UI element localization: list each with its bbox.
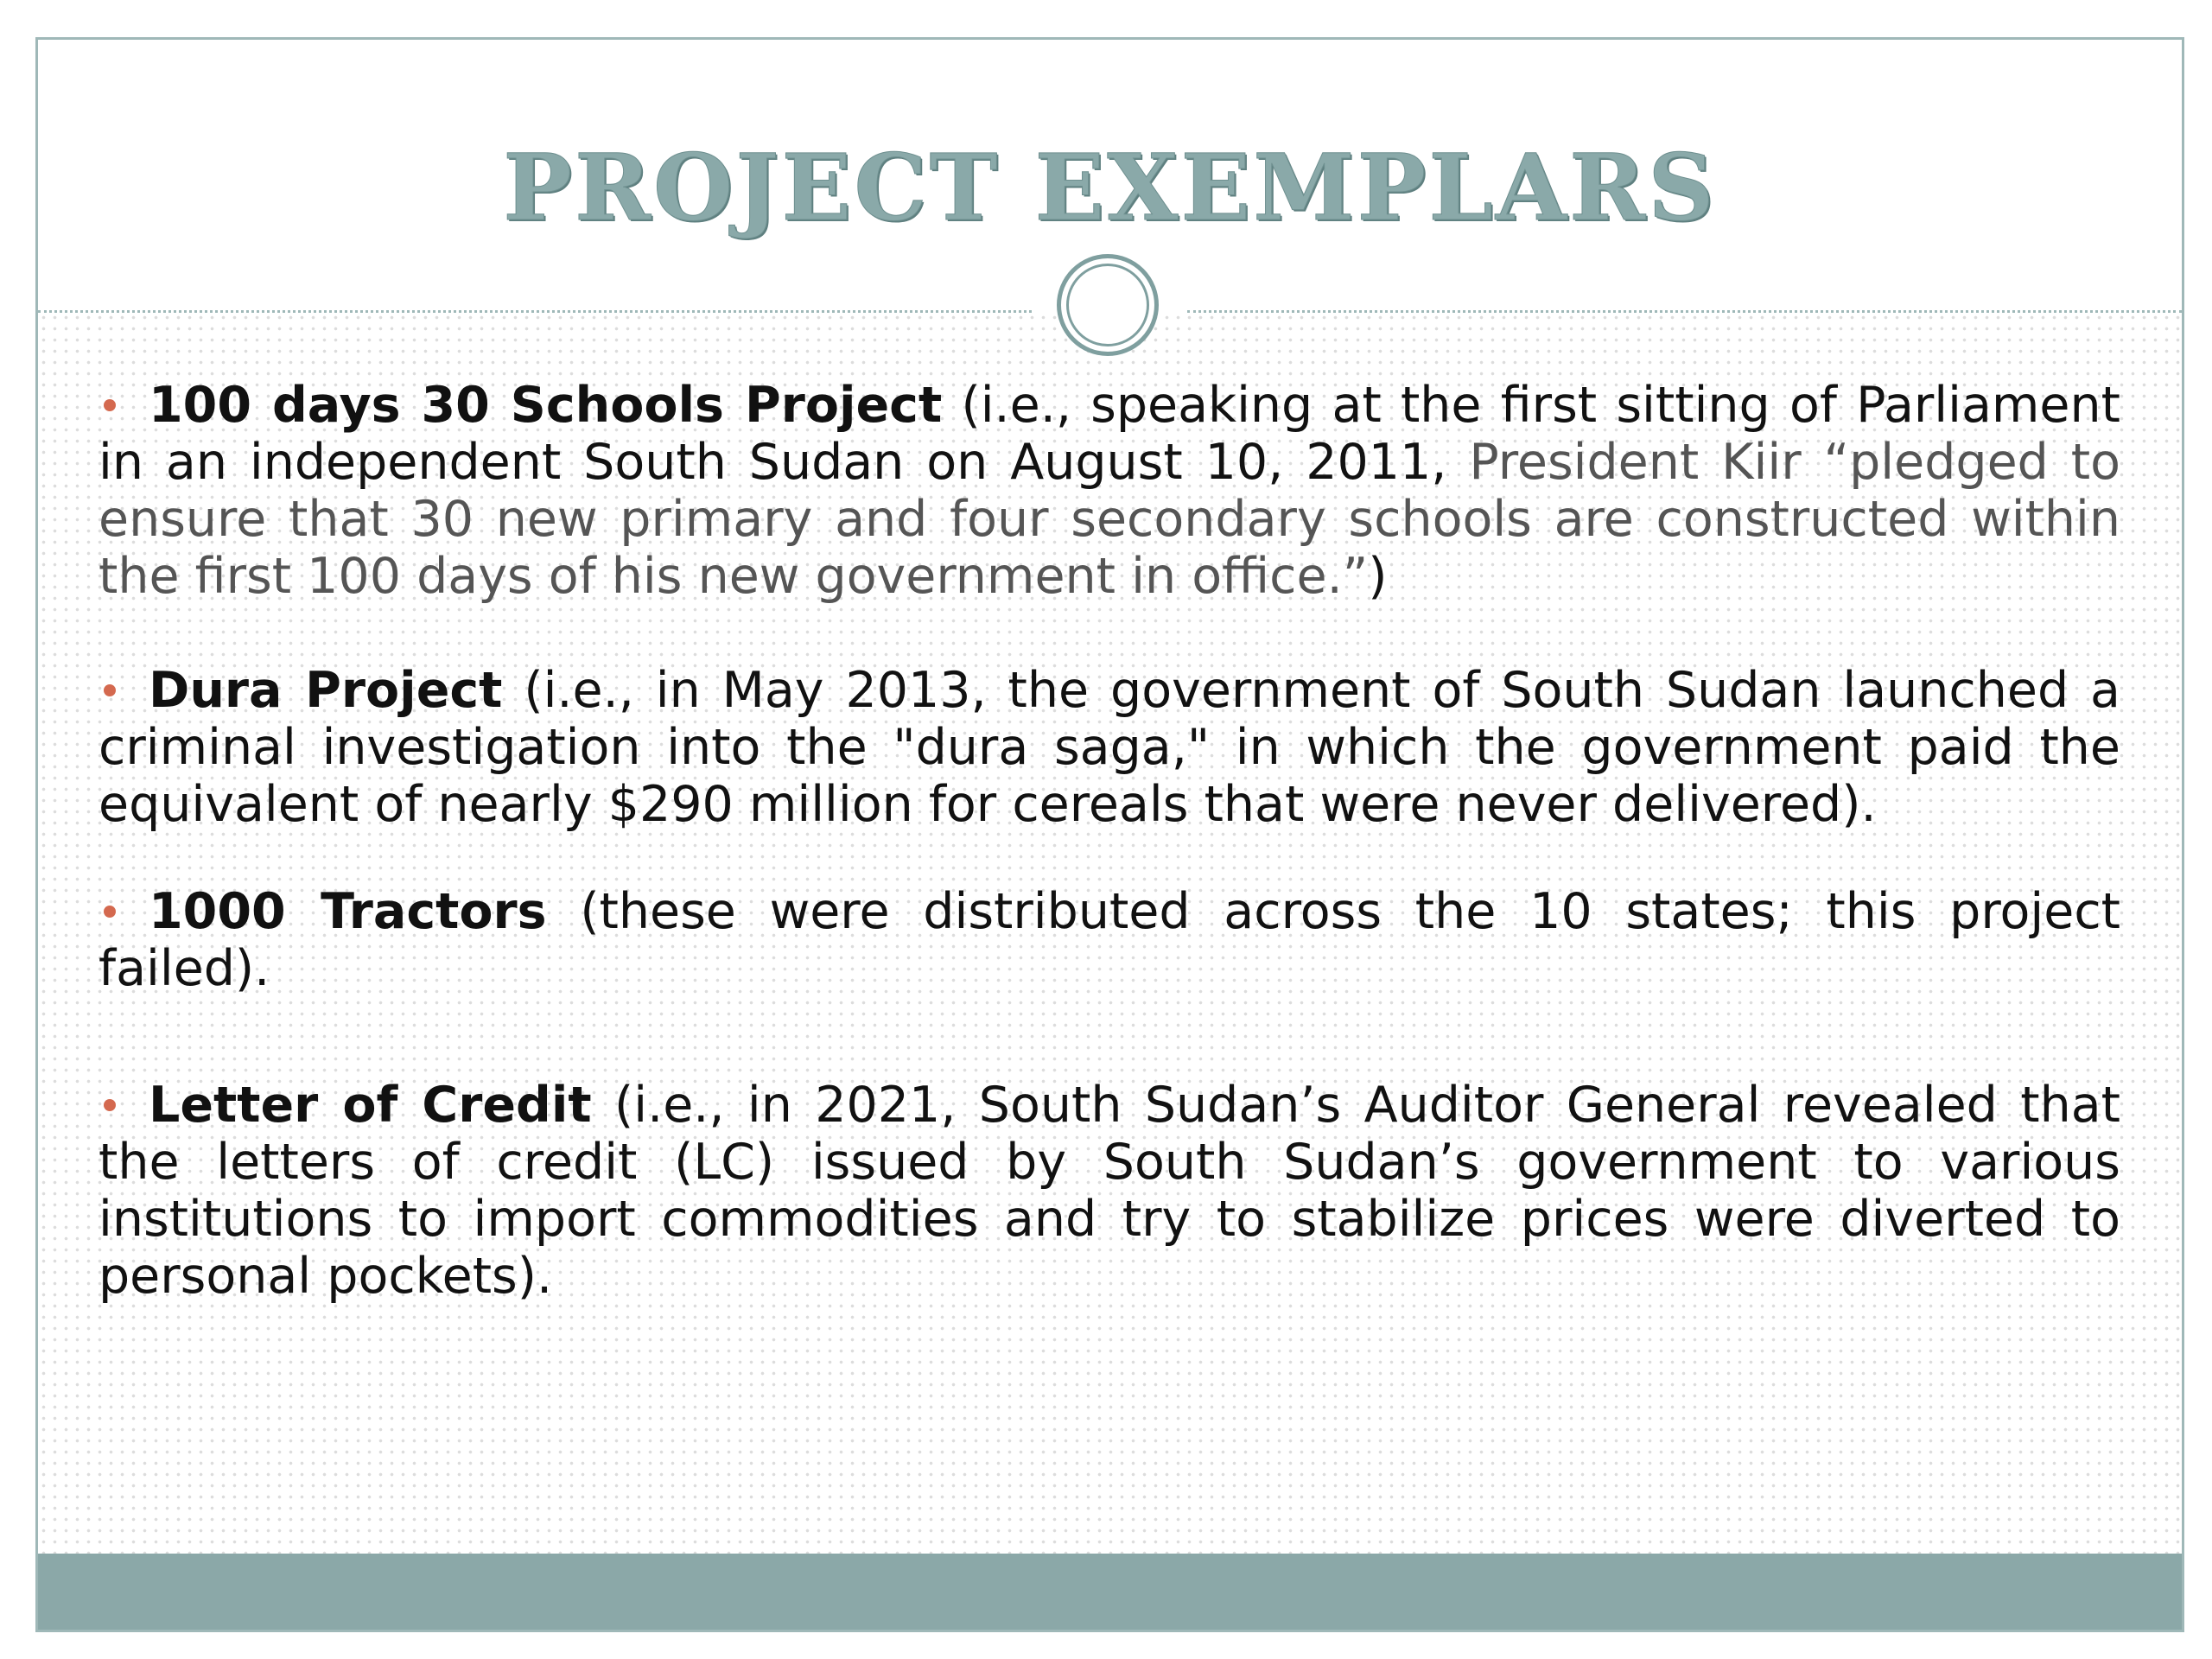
bullet-dot-icon (104, 1099, 116, 1111)
bullet-text: (i.e., in May 2013, the government of South Sudan launched a criminal investigation into the "dura saga," in which the government paid the equivalent of nearly $290 million for cereals that were never delivered). (99, 662, 2120, 833)
bullet-dot-icon (104, 399, 116, 411)
bullet-dot-icon (104, 906, 116, 918)
bullet-text: (i.e., in 2021, South Sudan’s Auditor General revealed that the letters of credit (LC) issued by South Sudan’s government to various institutions to import commodities and try to stabilize prices were diverted to personal pockets). (99, 1077, 2120, 1305)
bullet-heading: 1000 Tractors (149, 883, 547, 940)
circle-ornament-icon (1057, 254, 1159, 356)
title-divider-left (38, 310, 1032, 313)
bullet-dot-icon (104, 684, 116, 696)
slide-title: PROJECT EXEMPLARS (503, 133, 1717, 241)
bullet-item-letter-of-credit (99, 1077, 2120, 1305)
bullet-item-dura-project (99, 662, 2120, 833)
bullet-text: (i.e., speaking at the first sitting of Parliament in an independent South Sudan on August 10, 2011, (99, 377, 2120, 491)
bullet-heading: Dura Project (149, 662, 503, 719)
bullet-heading: 100 days 30 Schools Project (149, 377, 943, 434)
title-divider-right (1187, 310, 2182, 313)
footer-bar (38, 1554, 2182, 1630)
slide (35, 37, 2184, 1632)
bullet-heading: Letter of Credit (149, 1077, 592, 1134)
bullet-item-tractors (99, 883, 2120, 997)
bullet-list (99, 377, 2120, 1305)
bullet-text: (these were distributed across the 10 states; this project failed). (99, 883, 2121, 997)
bullet-text-end: ) (1368, 548, 1388, 605)
bullet-item-schools-project (99, 377, 2120, 605)
bullet-quote: President Kiir “pledged to ensure that 30 new primary and four secondary schools are constructed within the first 100 days of his new government in office.” (99, 434, 2120, 605)
